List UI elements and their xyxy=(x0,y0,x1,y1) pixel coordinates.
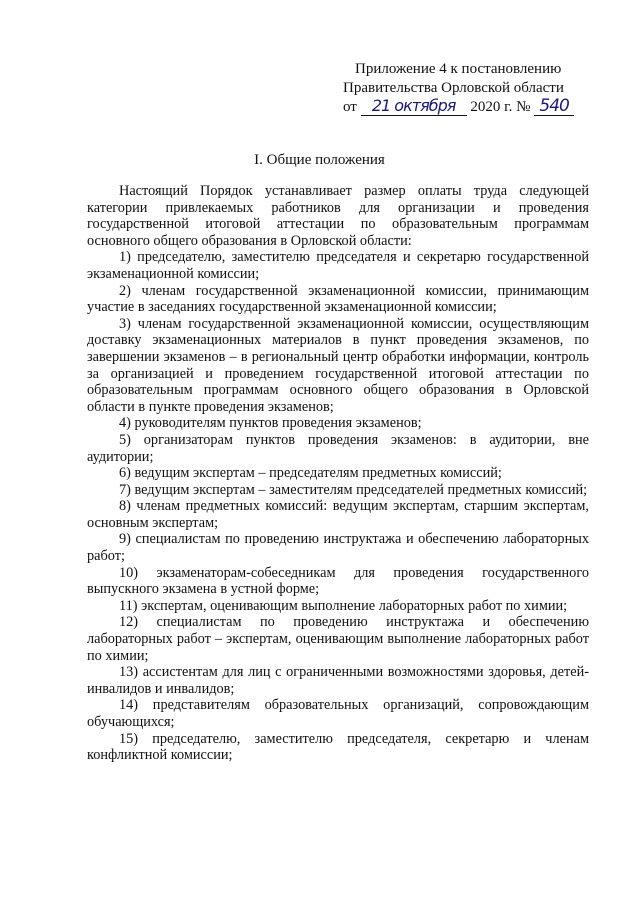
list-item: 8) членам предметных комиссий: ведущим экспертам, старшим экспертам, основным экспертам; xyxy=(87,498,589,531)
document-body xyxy=(87,183,589,764)
year-label: 2020 г. № xyxy=(470,99,531,115)
list-item: 1) председателю, заместителю председателя и секретарю государственной экзаменационной комиссии; xyxy=(87,249,589,282)
list-item: 6) ведущим экспертам – председателям предметных комиссий; xyxy=(119,465,502,482)
list-item: 3) членам государственной экзаменационной комиссии, осуществляющим доставку экзаменационных материалов в пункт проведения экзаменов, по завершении экзаменов – в региональный центр обработки информации, контроль за организацией и проведением государственной итоговой аттестации по образовательным программам основного общего образования в Орловской области в пункте проведения экзаменов; xyxy=(87,315,589,415)
list-item: 2) членам государственной экзаменационной комиссии, принимающим участие в заседаниях государственной экзаменационной комиссии; xyxy=(87,282,589,316)
handwritten-number: 540 xyxy=(539,96,569,116)
list-item: 13) ассистентам для лиц с ограниченными возможностями здоровья, детей-инвалидов и инвалидов; xyxy=(87,664,589,697)
appendix-date-line xyxy=(343,98,623,117)
list-item: 10) экзаменаторам-собеседникам для проведения государственного выпускного экзамена в устной форме; xyxy=(87,564,589,598)
handwritten-number-field xyxy=(534,96,574,116)
list-item: 5) организаторам пунктов проведения экзаменов: в аудитории, вне аудитории; xyxy=(87,431,589,465)
date-prefix: от xyxy=(343,99,357,115)
handwritten-date: 21 октября xyxy=(371,96,456,115)
appendix-header-line1: Приложение 4 к постановлению xyxy=(355,61,562,77)
list-item: 11) экспертам, оценивающим выполнение лабораторных работ по химии; xyxy=(119,597,568,614)
list-item: 14) представителям образовательных организаций, сопровождающим обучающихся; xyxy=(87,697,589,730)
list-item: 4) руководителям пунктов проведения экзаменов; xyxy=(119,415,422,432)
list-item: 7) ведущим экспертам – заместителям председателей предметных комиссий; xyxy=(119,481,588,498)
handwritten-date-field xyxy=(361,98,467,116)
intro-paragraph: Настоящий Порядок устанавливает размер оплаты труда следующей категории привлекаемых работников для организации и проведения государственной итоговой аттестации по образовательным программам основного общего образования в Орловской области: xyxy=(87,183,589,249)
list-item: 12) специалистам по проведению инструктажа и обеспечению лабораторных работ – экспертам, оценивающим выполнение лабораторных работ по химии; xyxy=(87,614,589,664)
appendix-header xyxy=(343,60,623,117)
list-item: 9) специалистам по проведению инструктажа и обеспечению лабораторных работ; xyxy=(87,531,589,565)
list-item: 15) председателю, заместителю председателя, секретарю и членам конфликтной комиссии; xyxy=(87,730,589,764)
section-title: I. Общие положения xyxy=(254,152,385,168)
appendix-header-line2: Правительства Орловской области xyxy=(343,80,564,96)
